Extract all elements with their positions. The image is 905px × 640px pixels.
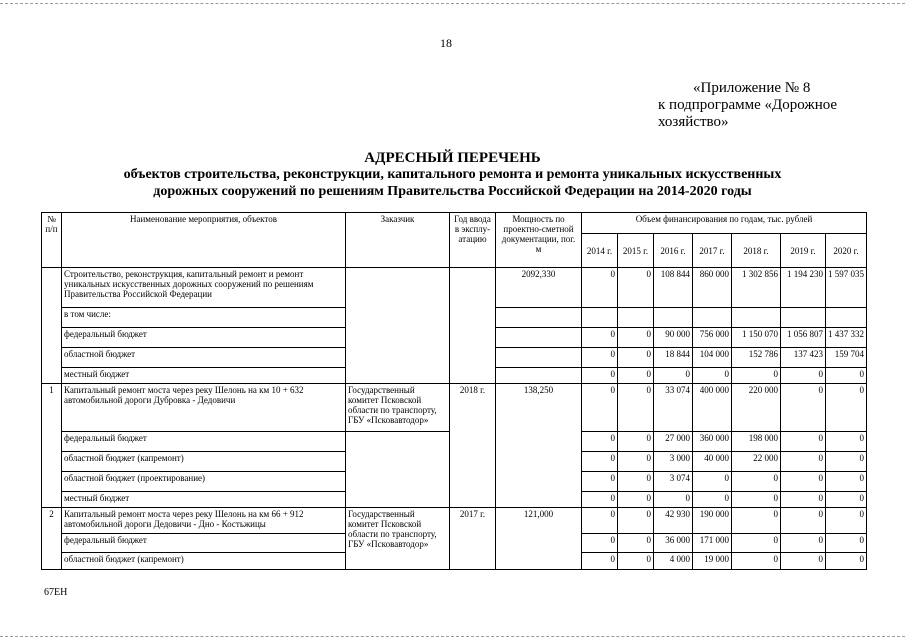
cell-2019: 0	[781, 508, 826, 534]
cell-2018: 0	[732, 368, 781, 384]
cell-2017: 40 000	[693, 452, 732, 472]
cell-2020: 1 437 332	[826, 328, 867, 348]
appendix-line-3: хозяйство»	[658, 114, 729, 130]
row-year	[450, 268, 496, 384]
cell-2015: 0	[618, 384, 654, 432]
cell-2020: 1 597 035	[826, 268, 867, 308]
row-name: Строительство, реконструкция, капитальный ремонт и ремонт уникальных искусственных дорожных сооружений по решениям Правительства Российской Федерации	[62, 268, 346, 308]
header-year-2020: 2020 г.	[826, 234, 867, 268]
cell-2017: 860 000	[693, 268, 732, 308]
row-num	[42, 268, 62, 384]
cell-2014: 0	[582, 268, 618, 308]
cell-2019: 137 423	[781, 348, 826, 368]
cell-2014: 0	[582, 432, 618, 452]
header-name: Наименование мероприятия, объектов	[62, 213, 346, 268]
document-subtitle-line-2: дорожных сооружений по решениям Правительства Российской Федерации на 2014-2020 годы	[153, 184, 752, 199]
table-row	[42, 268, 867, 308]
appendix-note	[658, 80, 868, 131]
cell-2016: 27 000	[654, 432, 693, 452]
row-name: областной бюджет	[62, 348, 346, 368]
scan-edge-bottom	[0, 636, 905, 637]
row-name: в том числе:	[62, 308, 346, 328]
row-capacity	[496, 348, 582, 368]
row-customer: Государственный комитет Псковской области по транспорту, ГБУ «Псковавтодор»	[346, 384, 450, 432]
row-name: федеральный бюджет	[62, 432, 346, 452]
cell-2016: 4 000	[654, 553, 693, 570]
cell-2016: 0	[654, 492, 693, 508]
cell-2018: 198 000	[732, 432, 781, 452]
cell-2019: 0	[781, 472, 826, 492]
cell-2014: 0	[582, 368, 618, 384]
cell-2018: 220 000	[732, 384, 781, 432]
cell-2017: 0	[693, 368, 732, 384]
cell-2020: 0	[826, 452, 867, 472]
row-num: 2	[42, 508, 62, 570]
address-list-table	[41, 212, 867, 570]
row-customer	[346, 432, 450, 508]
cell-2016: 18 844	[654, 348, 693, 368]
cell-2014: 0	[582, 384, 618, 432]
header-year-2018: 2018 г.	[732, 234, 781, 268]
row-name: федеральный бюджет	[62, 328, 346, 348]
row-capacity: 138,250	[496, 384, 582, 508]
cell-2018: 0	[732, 553, 781, 570]
cell-2017: 0	[693, 472, 732, 492]
footer-code: 67ЕН	[44, 587, 68, 598]
cell-2017: 0	[693, 492, 732, 508]
cell-2015: 0	[618, 328, 654, 348]
cell-2018: 0	[732, 508, 781, 534]
header-customer: Заказчик	[346, 213, 450, 268]
cell-2017: 190 000	[693, 508, 732, 534]
cell-2014: 0	[582, 328, 618, 348]
cell-2017: 171 000	[693, 534, 732, 553]
table-row	[42, 384, 867, 432]
cell-2016: 42 930	[654, 508, 693, 534]
appendix-line-1: «Приложение № 8	[693, 80, 811, 96]
row-name: федеральный бюджет	[62, 534, 346, 553]
cell-2017: 360 000	[693, 432, 732, 452]
header-year-2015: 2015 г.	[618, 234, 654, 268]
cell-2017: 400 000	[693, 384, 732, 432]
header-row	[42, 213, 867, 234]
cell-2014: 0	[582, 472, 618, 492]
cell-2016: 3 000	[654, 452, 693, 472]
cell-2015: 0	[618, 508, 654, 534]
row-capacity	[496, 368, 582, 384]
header-year-2019: 2019 г.	[781, 234, 826, 268]
cell-2019: 0	[781, 452, 826, 472]
cell-2020: 0	[826, 384, 867, 432]
header-funding: Объем финансирования по годам, тыс. рублей	[582, 213, 867, 234]
page-number: 18	[440, 36, 452, 50]
cell-2018: 0	[732, 492, 781, 508]
row-capacity: 121,000	[496, 508, 582, 570]
row-customer	[346, 268, 450, 384]
cell-2014: 0	[582, 534, 618, 553]
cell-2017: 756 000	[693, 328, 732, 348]
cell-2018: 152 786	[732, 348, 781, 368]
document-subtitle-line-1: объектов строительства, реконструкции, капитального ремонта и ремонта уникальных искусственных	[123, 167, 782, 182]
header-year-2014: 2014 г.	[582, 234, 618, 268]
cell-2014: 0	[582, 348, 618, 368]
header-year-2016: 2016 г.	[654, 234, 693, 268]
cell-2018: 1 302 856	[732, 268, 781, 308]
cell-2019: 0	[781, 492, 826, 508]
cell-2015: 0	[618, 472, 654, 492]
cell-2020: 0	[826, 534, 867, 553]
table-row	[42, 508, 867, 534]
cell-2014: 0	[582, 492, 618, 508]
cell-2020: 0	[826, 492, 867, 508]
row-capacity	[496, 328, 582, 348]
row-capacity	[496, 308, 582, 328]
cell-2017: 104 000	[693, 348, 732, 368]
cell-2016: 3 074	[654, 472, 693, 492]
cell-2018: 1 150 070	[732, 328, 781, 348]
cell-2014: 0	[582, 508, 618, 534]
header-year-2017: 2017 г.	[693, 234, 732, 268]
cell-2019: 0	[781, 384, 826, 432]
row-name: местный бюджет	[62, 492, 346, 508]
cell-2020: 159 704	[826, 348, 867, 368]
cell-2020: 0	[826, 472, 867, 492]
cell-2015: 0	[618, 553, 654, 570]
cell-2016: 90 000	[654, 328, 693, 348]
cell-2019: 1 194 230	[781, 268, 826, 308]
appendix-line-2: к подпрограмме «Дорожное	[658, 97, 838, 113]
cell-2015: 0	[618, 368, 654, 384]
cell-2018: 0	[732, 534, 781, 553]
cell-2017: 19 000	[693, 553, 732, 570]
cell-2015: 0	[618, 348, 654, 368]
header-num: № п/п	[42, 213, 62, 268]
row-num: 1	[42, 384, 62, 508]
row-year: 2018 г.	[450, 384, 496, 508]
cell-2016: 36 000	[654, 534, 693, 553]
row-name: Капитальный ремонт моста через реку Шелонь на км 66 + 912 автомобильной дороги Дедовичи - Дно - Костьжицы	[62, 508, 346, 534]
row-year: 2017 г.	[450, 508, 496, 570]
cell-2014: 0	[582, 553, 618, 570]
cell-2020: 0	[826, 508, 867, 534]
row-name: местный бюджет	[62, 368, 346, 384]
cell-2019: 0	[781, 432, 826, 452]
row-name: областной бюджет (проектирование)	[62, 472, 346, 492]
cell-2019: 0	[781, 368, 826, 384]
cell-2015: 0	[618, 534, 654, 553]
cell-2018: 22 000	[732, 452, 781, 472]
cell-2020: 0	[826, 368, 867, 384]
header-capacity: Мощность по проектно-сметной документации, пог. м	[496, 213, 582, 268]
row-customer: Государственный комитет Псковской области по транспорту, ГБУ «Псковавтодор»	[346, 508, 450, 570]
cell-2016: 33 074	[654, 384, 693, 432]
cell-2019: 0	[781, 534, 826, 553]
cell-2014: 0	[582, 452, 618, 472]
row-capacity: 2092,330	[496, 268, 582, 308]
cell-2016: 108 844	[654, 268, 693, 308]
cell-2015: 0	[618, 492, 654, 508]
cell-2019: 1 056 807	[781, 328, 826, 348]
cell-2016: 0	[654, 368, 693, 384]
cell-2018: 0	[732, 472, 781, 492]
scan-edge-top	[0, 3, 905, 4]
cell-2015: 0	[618, 268, 654, 308]
cell-2015: 0	[618, 432, 654, 452]
row-name: областной бюджет (капремонт)	[62, 452, 346, 472]
cell-2019: 0	[781, 553, 826, 570]
row-name: областной бюджет (капремонт)	[62, 553, 346, 570]
cell-2015: 0	[618, 452, 654, 472]
cell-2020: 0	[826, 432, 867, 452]
cell-2020: 0	[826, 553, 867, 570]
document-title: АДРЕСНЫЙ ПЕРЕЧЕНЬ	[364, 150, 541, 166]
row-name: Капитальный ремонт моста через реку Шелонь на км 10 + 632 автомобильной дороги Дубровка - Дедовичи	[62, 384, 346, 432]
header-year: Год ввода в эксплу-атацию	[450, 213, 496, 268]
